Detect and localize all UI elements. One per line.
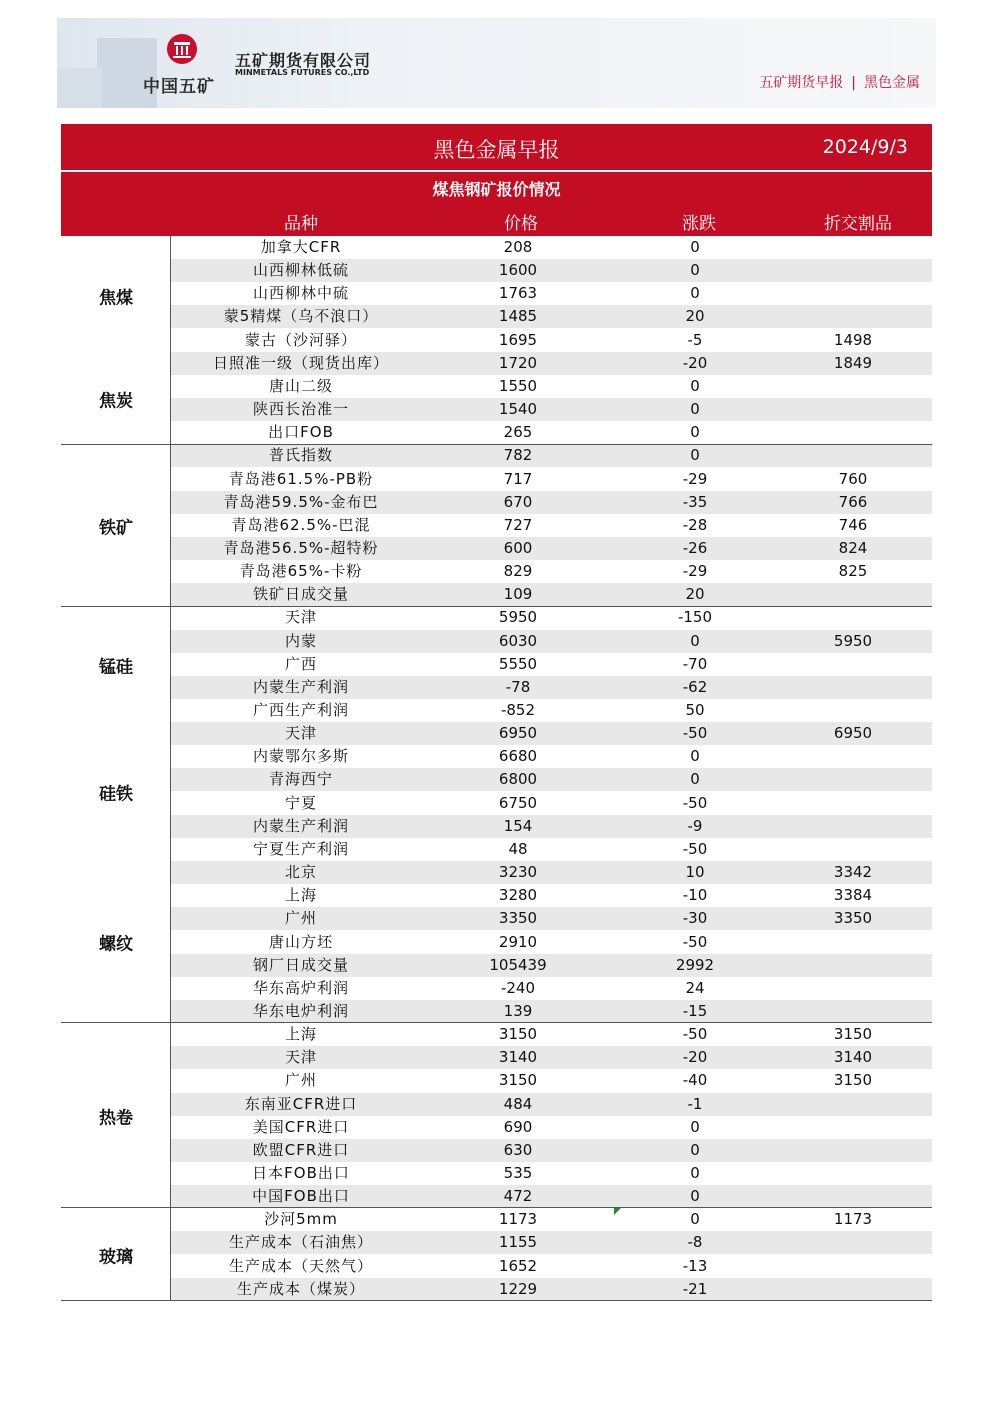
table-row — [171, 745, 932, 768]
cell-price: 139 — [503, 1001, 533, 1020]
logo-text: 中国五矿 — [143, 77, 215, 97]
section-divider — [61, 1022, 932, 1023]
cell-change: 0 — [690, 376, 700, 395]
table-row — [171, 884, 932, 907]
cell-delivery: 6950 — [833, 724, 873, 743]
column-header-change: 涨跌 — [682, 214, 716, 234]
cell-price: -78 — [505, 677, 531, 696]
cell-change: -28 — [682, 515, 708, 534]
cell-change: 0 — [690, 1210, 700, 1229]
table-row — [171, 722, 932, 745]
cell-name: 天津 — [284, 608, 318, 627]
cell-change: -8 — [687, 1233, 703, 1252]
table-row — [171, 560, 932, 583]
report-title-bar — [61, 124, 932, 170]
cell-change: 0 — [690, 238, 700, 256]
table-row — [171, 815, 932, 838]
cell-price: 1720 — [498, 353, 538, 372]
cell-change: 10 — [685, 863, 705, 882]
cell-name: 青岛港62.5%-巴混 — [231, 515, 371, 534]
cell-name: 日照准一级（现货出库） — [212, 353, 390, 372]
table-row — [171, 537, 932, 560]
cell-name: 钢厂日成交量 — [252, 955, 350, 974]
cell-price: 3280 — [498, 886, 538, 905]
table-row — [171, 1278, 932, 1301]
table-row — [171, 954, 932, 977]
cell-delivery: 5950 — [833, 631, 873, 650]
cell-price: 109 — [503, 585, 533, 604]
cell-comment-marker — [614, 1208, 621, 1215]
cell-name: 沙河5mm — [264, 1210, 338, 1229]
cell-name: 广州 — [284, 909, 318, 928]
cell-change: 0 — [690, 747, 700, 766]
cell-delivery: 3150 — [833, 1025, 873, 1044]
cell-delivery: 3384 — [833, 886, 873, 905]
cell-name: 广西 — [284, 654, 318, 673]
cell-change: 20 — [685, 585, 705, 604]
cell-change: -26 — [682, 538, 708, 557]
table-row — [171, 1208, 932, 1231]
category-coke: 焦炭 — [99, 391, 133, 412]
cell-price: 6750 — [498, 793, 538, 812]
table-row — [171, 630, 932, 653]
company-name-cn: 五矿期货有限公司 — [235, 51, 372, 70]
cell-name: 广西生产利润 — [252, 701, 350, 719]
header-section-label — [759, 72, 920, 92]
table-row — [171, 792, 932, 815]
cell-delivery: 824 — [838, 538, 868, 557]
cell-change: 0 — [690, 400, 700, 419]
cell-name: 青海西宁 — [268, 770, 334, 789]
cell-price: 472 — [503, 1187, 533, 1206]
cell-price: -240 — [500, 978, 536, 997]
cell-change: -50 — [682, 724, 708, 743]
table-row — [171, 768, 932, 791]
cell-name: 加拿大CFR — [260, 238, 342, 256]
cell-price: 5950 — [498, 608, 538, 627]
cell-name: 天津 — [284, 724, 318, 743]
category-ferrosilicon: 硅铁 — [99, 784, 133, 805]
cell-name: 陕西长治准一 — [252, 400, 350, 419]
cell-name: 内蒙生产利润 — [252, 816, 350, 835]
table-row — [171, 1000, 932, 1023]
cell-name: 唐山方坯 — [268, 932, 334, 951]
cell-name: 青岛港65%-卡粉 — [239, 562, 363, 581]
table-row — [171, 1255, 932, 1278]
table-row — [171, 305, 932, 328]
company-name-en: MINMETALS FUTURES CO.,LTD — [235, 68, 370, 77]
cell-price: 1600 — [498, 261, 538, 280]
cell-name: 青岛港59.5%-金布巴 — [223, 492, 379, 511]
table-row — [171, 1231, 932, 1254]
cell-change: 2992 — [675, 955, 715, 974]
cell-name: 内蒙生产利润 — [252, 677, 350, 696]
table-row — [171, 1069, 932, 1092]
cell-change: -9 — [687, 816, 703, 835]
cell-name: 普氏指数 — [268, 446, 334, 465]
cell-change: -30 — [682, 909, 708, 928]
cell-change: -35 — [682, 492, 708, 511]
table-row — [171, 259, 932, 282]
cell-change: 50 — [685, 701, 705, 719]
column-header-price: 价格 — [504, 214, 538, 234]
cell-change: -15 — [682, 1001, 708, 1020]
table-row — [171, 236, 932, 259]
table-row — [171, 1093, 932, 1116]
cell-change: 0 — [690, 1117, 700, 1136]
cell-name: 蒙5精煤（乌不浪口） — [223, 307, 379, 326]
cell-price: 1229 — [498, 1279, 538, 1298]
cell-price: 782 — [503, 446, 533, 465]
section-divider — [61, 606, 932, 607]
cell-change: -1 — [687, 1094, 703, 1113]
cell-name: 宁夏生产利润 — [252, 839, 350, 858]
table-row — [171, 282, 932, 305]
cell-name: 上海 — [284, 886, 318, 905]
cell-change: -21 — [682, 1279, 708, 1298]
cell-change: -40 — [682, 1071, 708, 1090]
cell-price: 6950 — [498, 724, 538, 743]
cell-price: 1763 — [498, 284, 538, 303]
table-row — [171, 699, 932, 722]
table-row — [171, 329, 932, 352]
table-row — [171, 1139, 932, 1162]
table-row — [171, 398, 932, 421]
cell-change: -29 — [682, 562, 708, 581]
report-date: 2024/9/3 — [822, 136, 908, 158]
cell-name: 日本FOB出口 — [252, 1164, 350, 1182]
cell-name: 内蒙 — [284, 631, 318, 650]
cell-price: 600 — [503, 538, 533, 557]
cell-price: 3230 — [498, 863, 538, 882]
table-row — [171, 583, 932, 606]
cell-change: -29 — [682, 469, 708, 488]
cell-price: 670 — [503, 492, 533, 511]
cell-price: 3350 — [498, 909, 538, 928]
cell-change: -62 — [682, 677, 708, 696]
report-series-label: 五矿期货早报 — [759, 75, 844, 91]
cell-name: 广州 — [284, 1071, 318, 1090]
cell-price: 154 — [503, 816, 533, 835]
table-row — [171, 444, 932, 467]
category-rebar: 螺纹 — [99, 934, 133, 955]
cell-name: 青岛港56.5%-超特粉 — [223, 538, 379, 557]
cell-price: 3150 — [498, 1071, 538, 1090]
column-header-delivery: 折交割品 — [824, 214, 892, 234]
table-row — [171, 514, 932, 537]
cell-name: 蒙古（沙河驿） — [244, 330, 358, 349]
cell-delivery: 825 — [838, 562, 868, 581]
cell-name: 生产成本（煤炭） — [236, 1279, 366, 1298]
cell-price: 1652 — [498, 1256, 538, 1275]
cell-delivery: 3150 — [833, 1071, 873, 1090]
report-title: 黑色金属早报 — [433, 138, 560, 162]
cell-price: 6800 — [498, 770, 538, 789]
cell-name: 生产成本（天然气） — [228, 1256, 374, 1275]
table-row — [171, 653, 932, 676]
cell-change: 0 — [690, 770, 700, 789]
cell-change: 0 — [690, 1164, 700, 1182]
cell-change: 0 — [690, 423, 700, 442]
cell-name: 天津 — [284, 1048, 318, 1067]
category-iron-ore: 铁矿 — [99, 518, 133, 539]
column-header-name: 品种 — [284, 214, 318, 234]
cell-price: 105439 — [489, 955, 547, 974]
cell-price: -852 — [500, 701, 536, 719]
cell-price: 2910 — [498, 932, 538, 951]
cell-name: 华东电炉利润 — [252, 1001, 350, 1020]
cell-price: 6680 — [498, 747, 538, 766]
cell-price: 829 — [503, 562, 533, 581]
cell-name: 上海 — [284, 1025, 318, 1044]
section-divider — [61, 444, 932, 445]
table-row — [171, 468, 932, 491]
cell-change: 0 — [690, 1187, 700, 1206]
cell-change: -50 — [682, 1025, 708, 1044]
table-row — [171, 421, 932, 444]
category-glass: 玻璃 — [99, 1247, 133, 1268]
cell-price: 717 — [503, 469, 533, 488]
table-row — [171, 1046, 932, 1069]
table-row — [171, 977, 932, 1000]
table-bottom-border — [61, 1300, 932, 1301]
cell-change: -13 — [682, 1256, 708, 1275]
table-row — [171, 931, 932, 954]
table-row — [171, 491, 932, 514]
category-coking-coal: 焦煤 — [99, 288, 133, 309]
table-row — [171, 1162, 932, 1185]
category-hot-rolled-coil: 热卷 — [99, 1108, 133, 1129]
table-row — [171, 676, 932, 699]
table-row — [171, 375, 932, 398]
section-divider — [61, 1207, 932, 1208]
building-graphic — [57, 68, 102, 108]
table-row — [171, 861, 932, 884]
cell-delivery: 3350 — [833, 909, 873, 928]
table-row — [171, 352, 932, 375]
cell-delivery: 3342 — [833, 863, 873, 882]
table-header — [61, 172, 932, 236]
cell-price: 5550 — [498, 654, 538, 673]
cell-change: -20 — [682, 353, 708, 372]
cell-name: 北京 — [284, 863, 318, 882]
cell-change: 0 — [690, 631, 700, 650]
cell-price: 1550 — [498, 376, 538, 395]
cell-price: 1485 — [498, 307, 538, 326]
cell-price: 690 — [503, 1117, 533, 1136]
minmetals-logo-icon — [165, 32, 199, 66]
cell-delivery: 766 — [838, 492, 868, 511]
cell-change: -5 — [687, 330, 703, 349]
report-header — [57, 18, 936, 108]
table-row — [171, 1116, 932, 1139]
cell-name: 山西柳林中硫 — [252, 284, 350, 303]
cell-price: 265 — [503, 423, 533, 442]
table-row — [171, 838, 932, 861]
cell-change: -70 — [682, 654, 708, 673]
cell-name: 唐山二级 — [268, 376, 334, 395]
cell-price: 1155 — [498, 1233, 538, 1252]
cell-change: -50 — [682, 793, 708, 812]
cell-name: 铁矿日成交量 — [252, 585, 350, 604]
cell-name: 美国CFR进口 — [252, 1117, 350, 1136]
cell-change: 0 — [690, 1140, 700, 1159]
cell-change: 0 — [690, 261, 700, 280]
cell-name: 宁夏 — [284, 793, 318, 812]
cell-price: 48 — [508, 839, 528, 858]
cell-change: 0 — [690, 446, 700, 465]
cell-name: 内蒙鄂尔多斯 — [252, 747, 350, 766]
cell-delivery: 760 — [838, 469, 868, 488]
cell-change: -50 — [682, 839, 708, 858]
cell-delivery: 1173 — [833, 1210, 873, 1229]
cell-change: -50 — [682, 932, 708, 951]
cell-change: -10 — [682, 886, 708, 905]
cell-price: 208 — [503, 238, 533, 256]
cell-name: 青岛港61.5%-PB粉 — [228, 469, 374, 488]
cell-name: 华东高炉利润 — [252, 978, 350, 997]
category-silicomanganese: 锰硅 — [99, 657, 133, 678]
cell-price: 1695 — [498, 330, 538, 349]
table-subtitle: 煤焦钢矿报价情况 — [432, 180, 561, 199]
cell-price: 3150 — [498, 1025, 538, 1044]
cell-price: 1540 — [498, 400, 538, 419]
cell-price: 727 — [503, 515, 533, 534]
cell-price: 3140 — [498, 1048, 538, 1067]
cell-name: 东南亚CFR进口 — [244, 1094, 358, 1113]
cell-delivery: 3140 — [833, 1048, 873, 1067]
cell-price: 6030 — [498, 631, 538, 650]
cell-price: 535 — [503, 1164, 533, 1182]
cell-name: 欧盟CFR进口 — [252, 1140, 350, 1159]
table-row — [171, 1185, 932, 1208]
cell-change: -150 — [677, 608, 713, 627]
cell-name: 出口FOB — [268, 423, 334, 442]
cell-price: 630 — [503, 1140, 533, 1159]
cell-change: 24 — [685, 978, 705, 997]
cell-name: 生产成本（石油焦） — [228, 1233, 374, 1252]
cell-name: 中国FOB出口 — [252, 1187, 350, 1206]
report-category-label: 黑色金属 — [864, 75, 920, 91]
cell-change: 20 — [685, 307, 705, 326]
cell-delivery: 1498 — [833, 330, 873, 349]
cell-price: 484 — [503, 1094, 533, 1113]
table-row — [171, 1023, 932, 1046]
cell-change: 0 — [690, 284, 700, 303]
header-separator: | — [851, 75, 856, 91]
cell-delivery: 1849 — [833, 353, 873, 372]
cell-price: 1173 — [498, 1210, 538, 1229]
cell-change: -20 — [682, 1048, 708, 1067]
table-row — [171, 907, 932, 930]
table-row — [171, 606, 932, 629]
cell-name: 山西柳林低硫 — [252, 261, 350, 280]
cell-delivery: 746 — [838, 515, 868, 534]
